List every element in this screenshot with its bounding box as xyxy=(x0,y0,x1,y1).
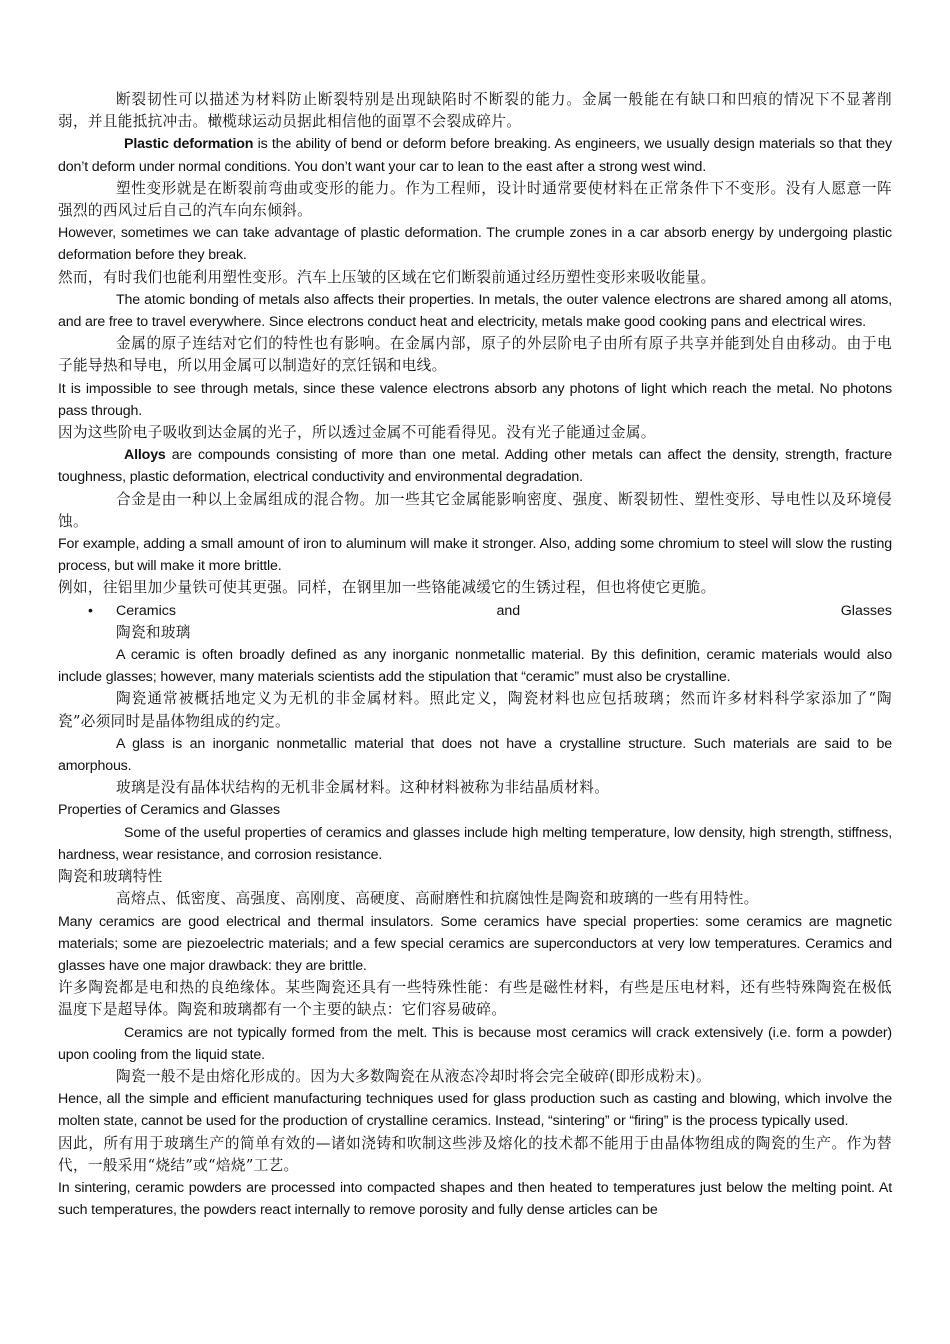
paragraph-manufacturing-en: Hence, all the simple and efficient manufacturing techniques used for glass production such as casting and blowing, which involve the molten state, cannot be used for the production of crystalline ceramics. Instead, “sintering” or “firing” is the process typically used. xyxy=(58,1091,892,1130)
paragraph-manufacturing-zh: 因此，所有用于玻璃生产的简单有效的—诸如浇铸和吹制这些涉及熔化的技术都不能用于由晶体物组成的陶瓷的生产。作为替代，一般采用“烧结”或“焙烧”工艺。 xyxy=(58,1134,892,1174)
paragraph-plastic-deformation-zh: 塑性变形就是在断裂前弯曲或变形的能力。作为工程师，设计时通常要使材料在正常条件下不变形。没有人愿意一阵强烈的西风过后自己的汽车向东倾斜。 xyxy=(58,179,892,220)
paragraph-alloys-text: are compounds consisting of more than one metal. Adding other metals can affect the density, strength, fracture toughness, plastic deformation, electrical conductivity and environmental degradation. xyxy=(58,447,892,486)
bullet-heading-ceramics-glasses xyxy=(58,600,892,622)
heading-properties-en: Properties of Ceramics and Glasses xyxy=(58,802,280,819)
heading-properties-zh: 陶瓷和玻璃特性 xyxy=(58,868,163,886)
term-alloys: Alloys xyxy=(124,447,166,464)
bullet-heading-words xyxy=(116,600,892,622)
paragraph-atomic-bonding-en: The atomic bonding of metals also affects their properties. In metals, the outer valence electrons are shared among all atoms, and are free to travel everywhere. Since electrons conduct heat and electricity, metals make good cooking pans and electrical wires. xyxy=(58,291,892,331)
paragraph-glass-definition-en: A glass is an inorganic nonmetallic material that does not have a crystalline structure. Such materials are said to be amorphous. xyxy=(58,735,892,775)
paragraph-atomic-bonding-zh: 金属的原子连结对它们的特性也有影响。在金属内部，原子的外层阶电子由所有原子共享并能到处自由移动。由于电子能导热和导电，所以用金属可以制造好的烹饪锅和电线。 xyxy=(58,335,892,375)
paragraph-photons-zh: 因为这些阶电子吸收到达金属的光子，所以透过金属不可能看得见。没有光子能通过金属。 xyxy=(58,424,656,442)
subheading-ceramics-glasses-zh: 陶瓷和玻璃 xyxy=(116,623,191,641)
paragraph-melt-zh: 陶瓷一般不是由熔化形成的。因为大多数陶瓷在从液态冷却时将会完全破碎(即形成粉末)。 xyxy=(116,1067,711,1085)
paragraph-alloys-zh: 合金是由一种以上金属组成的混合物。加一些其它金属能影响密度、强度、断裂韧性、塑性变形、导电性以及环境侵蚀。 xyxy=(58,490,892,530)
paragraph-fracture-toughness-zh: 断裂韧性可以描述为材料防止断裂特别是出现缺陷时不断裂的能力。金属一般能在有缺口和凹痕的情况下不显著削弱，并且能抵抗冲击。橄榄球运动员据此相信他的面罩不会裂成碎片。 xyxy=(58,91,892,131)
paragraph-plastic-deformation-text: is the ability of bend or deform before breaking. As engineers, we usually design materials so that they don’t deform under normal conditions. You don’t want your car to lean to the east after a strong west wind. xyxy=(58,136,892,175)
paragraph-ceramic-definition-en: A ceramic is often broadly defined as any inorganic nonmetallic material. By this definition, ceramic materials would also include glasses; however, many materials scientists add the stipulation that “ceramic” must also be crystalline. xyxy=(58,647,892,686)
paragraph-ceramic-definition-zh: 陶瓷通常被概括地定义为无机的非金属材料。照此定义，陶瓷材料也应包括玻璃；然而许多材料科学家添加了“陶瓷”必须同时是晶体物组成的约定。 xyxy=(58,690,892,730)
paragraph-iron-aluminum-zh: 例如，往铝里加少量铁可使其更强。同样，在钢里加一些铬能减缓它的生锈过程，但也将使它更脆。 xyxy=(58,579,716,597)
bullet-word-and: and xyxy=(496,602,521,619)
bullet-word-glasses: Glasses xyxy=(840,602,892,619)
paragraph-useful-properties-zh: 高熔点、低密度、高强度、高刚度、高硬度、高耐磨性和抗腐蚀性是陶瓷和玻璃的一些有用特性。 xyxy=(116,890,759,908)
bullet-symbol: • xyxy=(88,602,93,619)
paragraph-alloys-en xyxy=(58,444,892,488)
paragraph-crumple-zones-zh: 然而，有时我们也能利用塑性变形。汽车上压皱的区域在它们断裂前通过经历塑性变形来吸收能量。 xyxy=(58,268,716,286)
bullet-word-ceramics: Ceramics xyxy=(116,602,176,619)
paragraph-crumple-zones-en: However, sometimes we can take advantage of plastic deformation. The crumple zones in a car absorb energy by undergoing plastic deformation before they break. xyxy=(58,225,892,264)
paragraph-insulators-en: Many ceramics are good electrical and thermal insulators. Some ceramics have special properties: some ceramics are magnetic materials; some are piezoelectric materials; and a few special ceramics are superconductors at very low temperatures. Ceramics and glasses have one major drawback: they are brittle. xyxy=(58,913,892,974)
term-plastic-deformation: Plastic deformation xyxy=(124,136,254,153)
paragraph-melt-en: Ceramics are not typically formed from the melt. This is because most ceramics will crack extensively (i.e. form a powder) upon cooling from the liquid state. xyxy=(58,1024,892,1063)
paragraph-sintering-en: In sintering, ceramic powders are processed into compacted shapes and then heated to temperatures just below the melting point. At such temperatures, the powders react internally to remove porosity and fully dense articles can be xyxy=(58,1179,892,1219)
paragraph-iron-aluminum-en: For example, adding a small amount of iron to aluminum will make it stronger. Also, adding some chromium to steel will slow the rusting process, but will make it more brittle. xyxy=(58,536,892,575)
paragraph-photons-en: It is impossible to see through metals, since these valence electrons absorb any photons of light which reach the metal. No photons pass through. xyxy=(58,380,892,419)
paragraph-glass-definition-zh: 玻璃是没有晶体状结构的无机非金属材料。这种材料被称为非结晶质材料。 xyxy=(116,779,610,797)
document-page xyxy=(58,89,892,1221)
paragraph-insulators-zh: 许多陶瓷都是电和热的良绝缘体。某些陶瓷还具有一些特殊性能：有些是磁性材料，有些是压电材料，还有些特殊陶瓷在极低温度下是超导体。陶瓷和玻璃都有一个主要的缺点：它们容易破碎。 xyxy=(58,979,892,1019)
paragraph-plastic-deformation-en xyxy=(58,133,892,177)
paragraph-useful-properties-en: Some of the useful properties of ceramics and glasses include high melting temperature, low density, high strength, stiffness, hardness, wear resistance, and corrosion resistance. xyxy=(58,824,892,863)
